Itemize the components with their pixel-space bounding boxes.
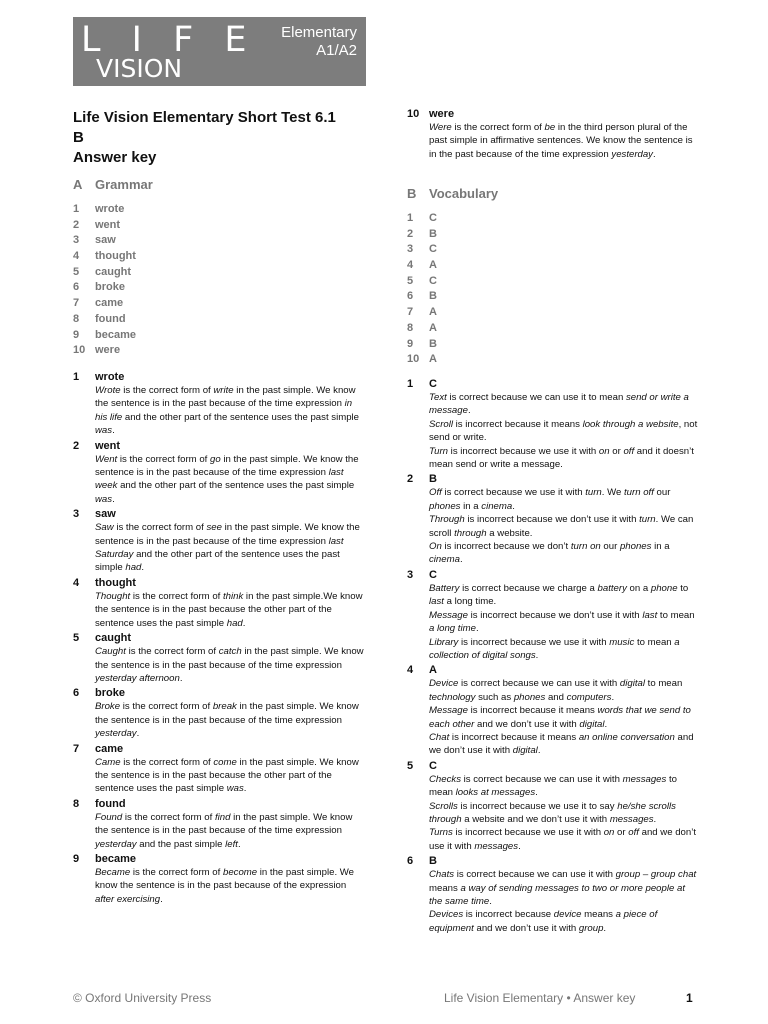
answer-text: wrote <box>95 203 125 215</box>
explanation-text: Text is correct because we can use it to mean send or write a message. Scroll is incorrect because it means look through a website, not send or write. Turn is incorrect because we use it with on or off and it doesn’t mean send or write a message. <box>429 392 698 471</box>
grammar-explanation-10 <box>407 107 699 161</box>
vocabulary-answer-2 <box>407 227 437 243</box>
page-number: 1 <box>686 991 693 1005</box>
answer-text: B <box>429 337 437 350</box>
explanation-answer: thought <box>95 576 136 589</box>
explanation-heading <box>73 631 365 645</box>
explanation-heading <box>73 852 365 866</box>
grammar-explanation-10 <box>407 107 699 161</box>
explanation-number: 6 <box>407 855 414 868</box>
answer-number: 5 <box>73 265 80 278</box>
explanation-text: Broke is the correct form of break in the past simple. We know the sentence is in the past because of the time expression yesterday. <box>95 701 359 740</box>
grammar-explanation-3 <box>73 507 365 575</box>
title-line3: Answer key <box>73 149 157 166</box>
explanation-heading <box>73 439 365 453</box>
explanation-answer: C <box>429 568 437 581</box>
answer-text: found <box>95 312 126 325</box>
grammar-explanation-5 <box>73 631 365 685</box>
answer-number: 8 <box>407 321 414 334</box>
vocabulary-answer-6 <box>407 289 437 305</box>
vocabulary-explanation-1 <box>407 377 699 471</box>
answer-text: A <box>429 259 437 272</box>
logo-life: L I F E <box>81 20 257 60</box>
grammar-answer-8 <box>73 312 136 328</box>
grammar-explanation-6 <box>73 686 365 740</box>
answer-number: 4 <box>73 250 80 263</box>
explanation-text: Thought is the correct form of think in the past simple.We know the sentence is in the past because the other part of the sentence uses the past simple had. <box>95 590 363 629</box>
explanation-heading <box>407 663 699 677</box>
grammar-title: Grammar <box>95 177 153 192</box>
footer-title: Life Vision Elementary • Answer key <box>444 991 636 1005</box>
explanation-answer: came <box>95 742 124 755</box>
answer-number: 7 <box>407 306 414 319</box>
explanation-text: Were is the correct form of be in the third person plural of the past simple in affirmative sentences. We know the sentence is in the past because of the time expression yesterday. <box>429 122 693 160</box>
explanation-text: Checks is correct because we can use it with messages to mean looks at messages. Scrolls is incorrect because we use it to say he/she scrolls through a website and we don’t use it with messages. Turns is incorrect because we use it with on or off and we don’t use it with messages. <box>429 773 697 852</box>
answer-number: 7 <box>73 297 80 310</box>
explanation-heading <box>407 759 699 773</box>
explanation-heading <box>407 568 699 582</box>
explanation-number: 4 <box>73 576 80 589</box>
answer-number: 3 <box>73 234 80 247</box>
explanation-text: Went is the correct form of go in the past simple. We know the sentence is in the past because of the time expression last week and the other part of the sentence uses the past simple was. <box>95 453 359 505</box>
explanation-answer: wrote <box>95 371 125 383</box>
level-line2: A1/A2 <box>316 42 357 59</box>
vocabulary-explanation-3 <box>407 568 699 662</box>
vocabulary-heading <box>407 186 498 201</box>
vocabulary-answer-7 <box>407 305 437 321</box>
explanation-heading <box>407 854 699 868</box>
answer-text: thought <box>95 250 136 263</box>
explanation-number: 10 <box>407 108 420 120</box>
explanation-number: 1 <box>407 378 414 390</box>
answer-text: broke <box>95 281 125 294</box>
vocabulary-answer-3 <box>407 242 437 258</box>
explanation-answer: A <box>429 664 437 677</box>
answer-number: 1 <box>407 212 414 224</box>
answer-text: came <box>95 297 124 310</box>
explanation-number: 9 <box>73 852 80 865</box>
vocabulary-explanation-5 <box>407 759 699 853</box>
grammar-answer-list <box>73 202 136 359</box>
vocabulary-explanation-4 <box>407 663 699 757</box>
explanation-text: Wrote is the correct form of write in the past simple. We know the sentence is in the past because of the time expression in his life and the other part of the sentence uses the past simple was. <box>95 385 359 437</box>
answer-text: C <box>429 274 437 287</box>
explanation-answer: B <box>429 855 437 868</box>
answer-number: 4 <box>407 259 414 272</box>
answer-text: A <box>429 306 437 319</box>
explanation-answer: C <box>429 378 437 390</box>
explanation-heading <box>407 377 699 391</box>
answer-text: became <box>95 328 136 341</box>
explanation-heading <box>73 686 365 700</box>
answer-text: A <box>429 321 437 334</box>
level-line1: Elementary <box>281 24 357 41</box>
grammar-answer-7 <box>73 296 136 312</box>
vocabulary-answer-list <box>407 211 437 368</box>
grammar-answer-9 <box>73 328 136 344</box>
header-banner <box>73 17 366 86</box>
vocabulary-answer-5 <box>407 274 437 290</box>
explanation-answer: became <box>95 852 136 865</box>
explanation-number: 4 <box>407 664 414 677</box>
grammar-explanation-7 <box>73 742 365 796</box>
page-title <box>73 108 373 168</box>
logo-vision: VISION <box>96 54 183 83</box>
grammar-letter: A <box>73 177 83 192</box>
vocabulary-answer-4 <box>407 258 437 274</box>
explanation-answer: were <box>429 108 455 120</box>
answer-number: 5 <box>407 274 414 287</box>
vocabulary-answer-9 <box>407 337 437 353</box>
grammar-explanation-1 <box>73 370 365 438</box>
vocabulary-explanation-2 <box>407 472 699 566</box>
explanation-number: 6 <box>73 687 80 700</box>
grammar-answer-4 <box>73 249 136 265</box>
explanation-answer: went <box>95 439 121 452</box>
explanation-heading <box>73 507 365 521</box>
explanation-answer: saw <box>95 508 116 521</box>
grammar-answer-10 <box>73 343 136 359</box>
grammar-explanation-8 <box>73 797 365 851</box>
grammar-answer-6 <box>73 280 136 296</box>
vocabulary-title: Vocabulary <box>429 186 499 201</box>
answer-number: 6 <box>73 281 80 294</box>
explanation-text: Device is correct because we can use it with digital to mean technology such as phones and computers. Message is incorrect because it means words that we send to each other and we don’t use it with digital. Chat is incorrect because it means an online conversation and we don’t use it with digital. <box>429 678 694 757</box>
explanation-answer: broke <box>95 687 125 700</box>
explanation-number: 1 <box>73 371 80 383</box>
grammar-explanation-4 <box>73 576 365 630</box>
answer-text: went <box>95 218 121 231</box>
explanation-text: Saw is the correct form of see in the past simple. We know the sentence is in the past because of the time expression last Saturday and the other part of the sentence uses the past simple had. <box>95 522 360 574</box>
explanation-number: 5 <box>73 632 80 645</box>
explanation-text: Battery is correct because we charge a battery on a phone to last a long time. Message is incorrect because we don’t use it with last to mean a long time. Library is incorrect because we use it with music to mean a collection of digital songs. <box>429 582 695 661</box>
answer-number: 10 <box>73 344 86 357</box>
answer-number: 2 <box>73 218 80 231</box>
explanation-text: Found is the correct form of find in the past simple. We know the sentence is in the past because of the time expression yesterday and the past simple left. <box>95 811 353 850</box>
answer-text: C <box>429 212 437 224</box>
explanation-number: 2 <box>73 439 80 452</box>
explanation-answer: B <box>429 473 437 486</box>
answer-number: 3 <box>407 243 414 256</box>
explanation-heading <box>73 797 365 811</box>
answer-text: C <box>429 243 437 256</box>
vocabulary-explanation-6 <box>407 854 699 935</box>
explanation-number: 5 <box>407 759 414 772</box>
explanation-text: Caught is the correct form of catch in the past simple. We know the sentence is in the past because of the time expression yesterday afternoon. <box>95 646 364 684</box>
explanation-text: Came is the correct form of come in the past simple. We know the sentence is in the past because the other part of the sentence uses the past simple was. <box>95 756 359 795</box>
explanation-number: 3 <box>73 508 80 521</box>
vocabulary-answer-10 <box>407 352 437 368</box>
grammar-answer-2 <box>73 218 136 234</box>
answer-number: 8 <box>73 312 80 325</box>
vocabulary-letter: B <box>407 186 417 201</box>
answer-number: 9 <box>407 337 414 350</box>
answer-number: 9 <box>73 328 80 341</box>
explanation-heading <box>73 742 365 756</box>
explanation-text: Chats is correct because we can use it with group – group chat means a way of sending messages to two or more people at the same time. Devices is incorrect because device means a piece of equipment and we don’t use it with group. <box>429 869 697 934</box>
grammar-answer-1 <box>73 202 136 218</box>
answer-text: A <box>429 353 437 366</box>
vocabulary-answer-8 <box>407 321 437 337</box>
explanation-heading <box>73 576 365 590</box>
vocabulary-explanations <box>407 377 699 936</box>
answer-number: 10 <box>407 353 420 366</box>
answer-number: 1 <box>73 203 80 215</box>
answer-text: saw <box>95 234 116 247</box>
grammar-heading <box>73 177 153 192</box>
title-line2: B <box>73 129 84 146</box>
explanation-text: Became is the correct form of become in the past simple. We know the sentence is in the past because of the expression after exercising. <box>95 866 354 905</box>
grammar-explanations <box>73 370 365 907</box>
title-line1: Life Vision Elementary Short Test 6.1 <box>73 109 336 126</box>
answer-text: B <box>429 227 437 240</box>
explanation-answer: found <box>95 797 126 810</box>
explanation-heading <box>407 107 699 121</box>
grammar-explanation-9 <box>73 852 365 906</box>
answer-number: 6 <box>407 290 414 303</box>
explanation-number: 7 <box>73 742 80 755</box>
footer-copyright: © Oxford University Press <box>73 991 212 1005</box>
explanation-text: Off is correct because we use it with turn. We turn off our phones in a cinema. Through is incorrect because we don’t use it with turn. We can scroll through a website. On is incorrect because we don’t turn on our phones in a cinema. <box>429 487 694 566</box>
answer-text: were <box>95 344 121 357</box>
grammar-answer-5 <box>73 265 136 281</box>
explanation-heading <box>73 370 365 384</box>
grammar-answer-3 <box>73 233 136 249</box>
answer-text: caught <box>95 265 132 278</box>
answer-text: B <box>429 290 437 303</box>
explanation-number: 8 <box>73 797 80 810</box>
explanation-number: 2 <box>407 473 414 486</box>
vocabulary-answer-1 <box>407 211 437 227</box>
explanation-heading <box>407 472 699 486</box>
explanation-answer: caught <box>95 632 132 645</box>
answer-number: 2 <box>407 227 414 240</box>
explanation-answer: C <box>429 759 437 772</box>
level-label <box>281 24 357 60</box>
explanation-number: 3 <box>407 568 414 581</box>
grammar-explanation-2 <box>73 439 365 507</box>
